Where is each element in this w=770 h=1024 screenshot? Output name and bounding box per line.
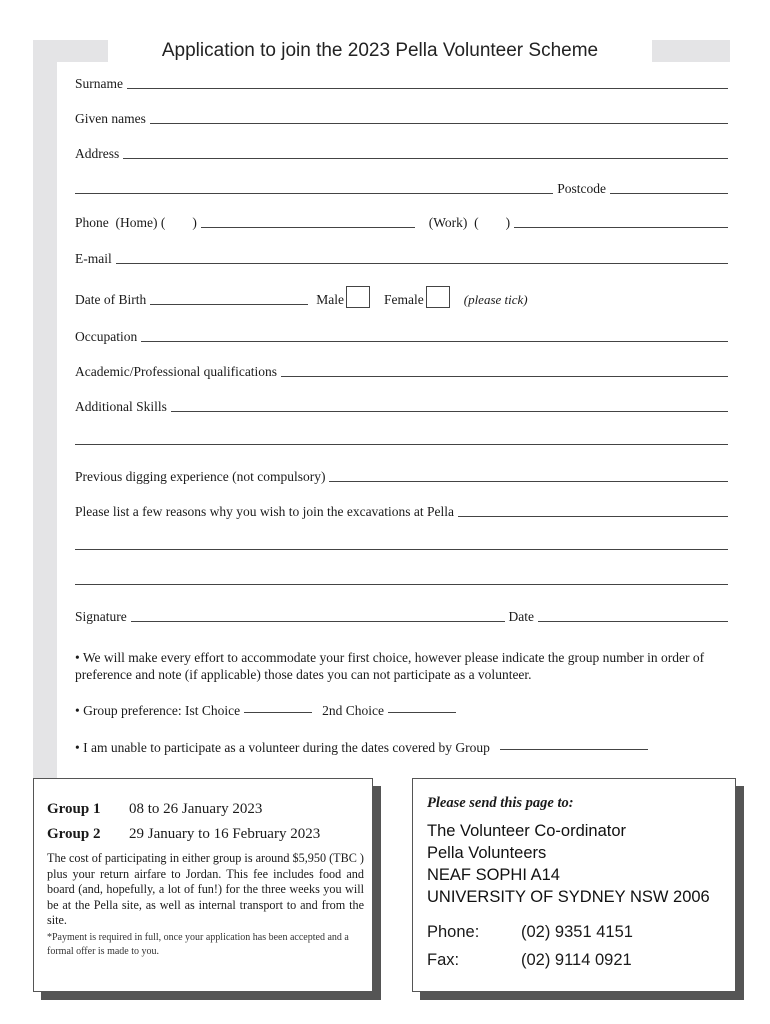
dob-field[interactable]: [150, 303, 308, 305]
surname-field[interactable]: [127, 87, 728, 89]
group-info-card: [33, 778, 373, 992]
second-choice-label: 2nd Choice: [322, 703, 385, 718]
unable-group-field[interactable]: [500, 748, 648, 750]
email-row: [75, 249, 728, 267]
skills-field[interactable]: [171, 410, 728, 412]
male-label: Male: [316, 292, 344, 307]
phone-line: [427, 918, 721, 946]
signature-field[interactable]: [131, 620, 505, 622]
surname-label: Surname: [75, 76, 123, 91]
email-label: E-mail: [75, 251, 112, 266]
unable-label: • I am unable to participate as a volunteer during the dates covered by Group: [75, 740, 490, 755]
address-line-2: Pella Volunteers: [427, 844, 547, 862]
group-1-line: [47, 801, 364, 818]
signature-row: [75, 607, 728, 625]
phone-work-label: (Work) ( ): [428, 215, 511, 230]
reasons-line-2[interactable]: [75, 549, 728, 550]
reasons-row: [75, 502, 728, 520]
skills-row: [75, 397, 728, 415]
digging-row: [75, 467, 728, 485]
cost-paragraph: The cost of participating in either group is around $5,950 (TBC ) plus your return airfare to Jordan. This fee includes food and board (and, hopefully, a lot of fun!) for the three weeks you will be at the Pella site, as well as internal transport to and from the site.: [47, 851, 364, 927]
given-names-field[interactable]: [150, 122, 728, 124]
group-2-line: [47, 826, 364, 843]
address-field[interactable]: [123, 157, 728, 159]
date-label: Date: [508, 609, 534, 624]
address-line-3: NEAF SOPHI A14: [427, 866, 560, 884]
surname-row: [75, 74, 728, 92]
qualifications-field[interactable]: [281, 375, 728, 377]
send-heading: Please send this page to:: [427, 795, 574, 811]
send-to-card: [412, 778, 736, 992]
group-preference-row: [75, 702, 730, 719]
postcode-label: Postcode: [557, 181, 606, 196]
effort-note: • We will make every effort to accommodate your first choice, however please indicate the group number in order of preference and note (if applicable) those dates you can not participate as a volunteer.: [75, 650, 705, 682]
page-title: Application to join the 2023 Pella Volunteer Scheme: [108, 36, 652, 66]
occupation-label: Occupation: [75, 329, 138, 344]
qualifications-label: Academic/Professional qualifications: [75, 364, 278, 379]
group-1-label: Group 1: [47, 801, 101, 817]
skills-line-2[interactable]: [75, 444, 728, 445]
address-line-2-field[interactable]: [75, 192, 553, 194]
occupation-field[interactable]: [141, 340, 728, 342]
signature-label: Signature: [75, 609, 127, 624]
female-checkbox[interactable]: [426, 286, 450, 308]
first-choice-label: • Group preference: Ist Choice: [75, 703, 241, 718]
email-field[interactable]: [116, 262, 728, 264]
dob-row: [75, 286, 728, 308]
phone-row: [75, 213, 728, 231]
postcode-field[interactable]: [610, 192, 728, 194]
phone-number: (02) 9351 4151: [521, 923, 633, 941]
digging-field[interactable]: [329, 480, 728, 482]
address-line-4: UNIVERSITY OF SYDNEY NSW 2006: [427, 888, 710, 906]
payment-note: *Payment is required in full, once your application has been accepted and a formal offer is made to you.: [47, 931, 349, 957]
digging-label: Previous digging experience (not compulsory): [75, 469, 326, 484]
reasons-line-3[interactable]: [75, 584, 728, 585]
contact-block: [427, 918, 721, 974]
male-checkbox[interactable]: [346, 286, 370, 308]
postcode-row: [75, 179, 728, 197]
fax-line: [427, 946, 721, 974]
phone-home-label: Phone (Home) ( ): [75, 215, 197, 230]
phone-home-field[interactable]: [201, 226, 415, 228]
given-names-row: [75, 109, 728, 127]
unable-row: [75, 739, 730, 756]
dob-label: Date of Birth: [75, 292, 147, 307]
given-names-label: Given names: [75, 111, 146, 126]
phone-work-field[interactable]: [514, 226, 728, 228]
second-choice-field[interactable]: [388, 711, 456, 713]
address-line-1: The Volunteer Co-ordinator: [427, 822, 627, 840]
skills-label: Additional Skills: [75, 399, 167, 414]
reasons-label: Please list a few reasons why you wish to join the excavations at Pella: [75, 504, 455, 519]
address-block: [427, 820, 721, 908]
occupation-row: [75, 327, 728, 345]
group-2-label: Group 2: [47, 826, 101, 842]
fax-label: Fax:: [427, 951, 460, 969]
first-choice-field[interactable]: [244, 711, 312, 713]
please-tick-note: (please tick): [463, 292, 528, 307]
reasons-field[interactable]: [458, 515, 728, 517]
frame-left-bar: [33, 40, 57, 800]
phone-label: Phone:: [427, 923, 480, 941]
qualifications-row: [75, 362, 728, 380]
female-label: Female: [383, 292, 424, 307]
group-2-dates: 29 January to 16 February 2023: [129, 826, 321, 842]
fax-number: (02) 9114 0921: [521, 951, 632, 969]
address-label: Address: [75, 146, 120, 161]
address-row: [75, 144, 728, 162]
group-1-dates: 08 to 26 January 2023: [129, 801, 263, 817]
date-field[interactable]: [538, 620, 728, 622]
